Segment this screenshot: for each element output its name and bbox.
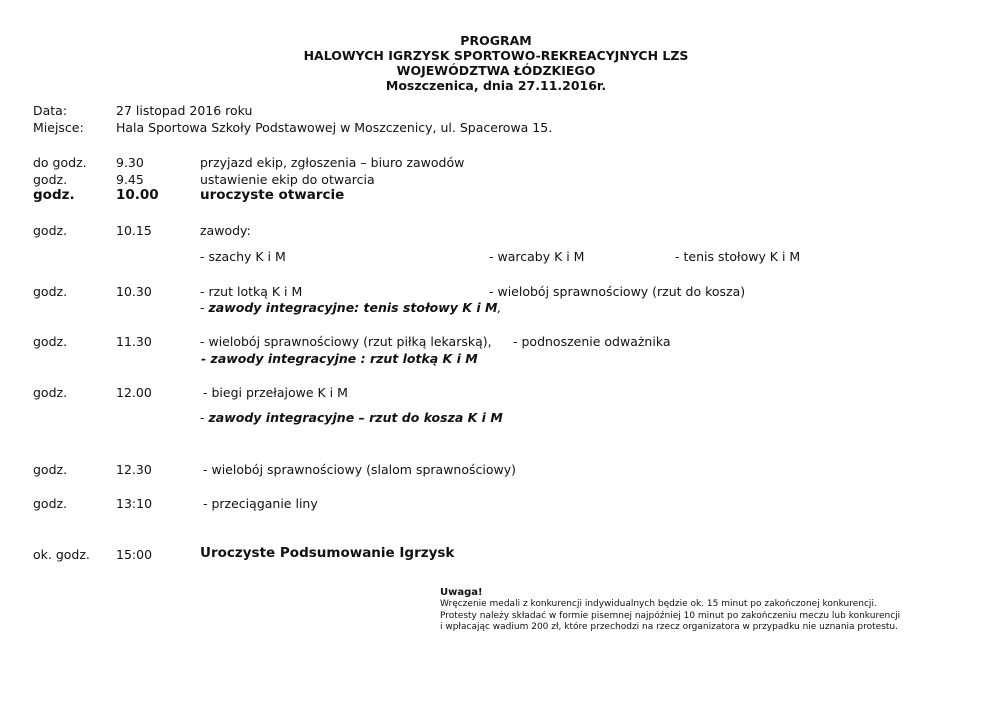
schedule-label: do godz. (33, 155, 87, 170)
notice-line: Protesty należy składać w formie pisemnej najpóźniej 10 minut po zakończeniu meczu lub konkurencji (440, 610, 901, 621)
integration-dash: - (200, 410, 209, 425)
date-label: Data: (33, 103, 68, 118)
integration-event (200, 300, 501, 315)
header-title: PROGRAM (460, 33, 532, 48)
integration-text: zawody integracyjne – rzut do kosza K i M (208, 410, 503, 425)
header-region: WOJEWÓDZTWA ŁÓDZKIEGO (396, 63, 596, 78)
schedule-label: godz. (33, 172, 68, 187)
schedule-time: 9.45 (116, 172, 144, 187)
integration-dash: - (200, 300, 209, 315)
event-item: - wielobój sprawnościowy (slalom sprawnościowy) (203, 462, 516, 477)
schedule-time: 10.30 (116, 284, 152, 299)
event-item: - biegi przełajowe K i M (203, 385, 348, 400)
schedule-time: 13:10 (116, 496, 153, 511)
schedule-label: godz. (33, 187, 75, 203)
integration-event: - zawody integracyjne : rzut lotką K i M (201, 351, 478, 366)
closing-ceremony: Uroczyste Podsumowanie Igrzysk (200, 545, 455, 561)
integration-event (200, 410, 503, 425)
schedule-desc: ustawienie ekip do otwarcia (200, 172, 375, 187)
schedule-time: 10.00 (116, 187, 159, 203)
schedule-label: godz. (33, 284, 68, 299)
schedule-time: 9.30 (116, 155, 144, 170)
document-header (0, 33, 992, 93)
event-item: - wielobój sprawnościowy (rzut do kosza) (489, 284, 746, 299)
header-subtitle: HALOWYCH IGRZYSK SPORTOWO-REKREACYJNYCH LZS (303, 48, 689, 63)
notice-line: i wpłacając wadium 200 zł, które przechodzi na rzecz organizatora w przypadku nie uznania protestu. (440, 622, 898, 632)
schedule-label: godz. (33, 462, 68, 477)
schedule-label: godz. (33, 385, 68, 400)
schedule-time: 10.15 (116, 223, 152, 238)
header-place-date: Moszczenica, dnia 27.11.2016r. (385, 78, 607, 93)
schedule-time: 15:00 (116, 547, 153, 562)
schedule-desc: zawody: (200, 223, 251, 238)
schedule-desc: przyjazd ekip, zgłoszenia – biuro zawodów (200, 155, 465, 170)
event-item: - wielobój sprawnościowy (rzut piłką lekarską), (200, 334, 492, 349)
notice-line: Wręczenie medali z konkurencji indywidualnych będzie ok. 15 minut po zakończonej konkurencji. (440, 599, 877, 609)
notice-title: Uwaga! (440, 587, 483, 598)
schedule-time: 11.30 (116, 334, 152, 349)
event-item: - przeciąganie liny (203, 496, 318, 511)
place-label: Miejsce: (33, 120, 84, 135)
integration-comma: , (497, 300, 502, 315)
schedule-label: godz. (33, 223, 68, 238)
schedule-label: ok. godz. (33, 547, 90, 562)
place-value: Hala Sportowa Szkoły Podstawowej w Moszczenicy, ul. Spacerowa 15. (116, 120, 553, 135)
event-item: - podnoszenie odważnika (513, 334, 671, 349)
schedule-label: godz. (33, 496, 68, 511)
notice-box (440, 586, 900, 634)
event-item: - szachy K i M (200, 249, 286, 264)
integration-text: zawody integracyjne: tenis stołowy K i M (208, 300, 498, 315)
schedule-time: 12.30 (116, 462, 152, 477)
event-item: - rzut lotką K i M (200, 284, 303, 299)
schedule-time: 12.00 (116, 385, 152, 400)
date-value: 27 listopad 2016 roku (116, 103, 253, 118)
schedule-desc: uroczyste otwarcie (200, 187, 345, 203)
schedule-label: godz. (33, 334, 68, 349)
event-item: - warcaby K i M (489, 249, 585, 264)
event-item: - tenis stołowy K i M (675, 249, 801, 264)
